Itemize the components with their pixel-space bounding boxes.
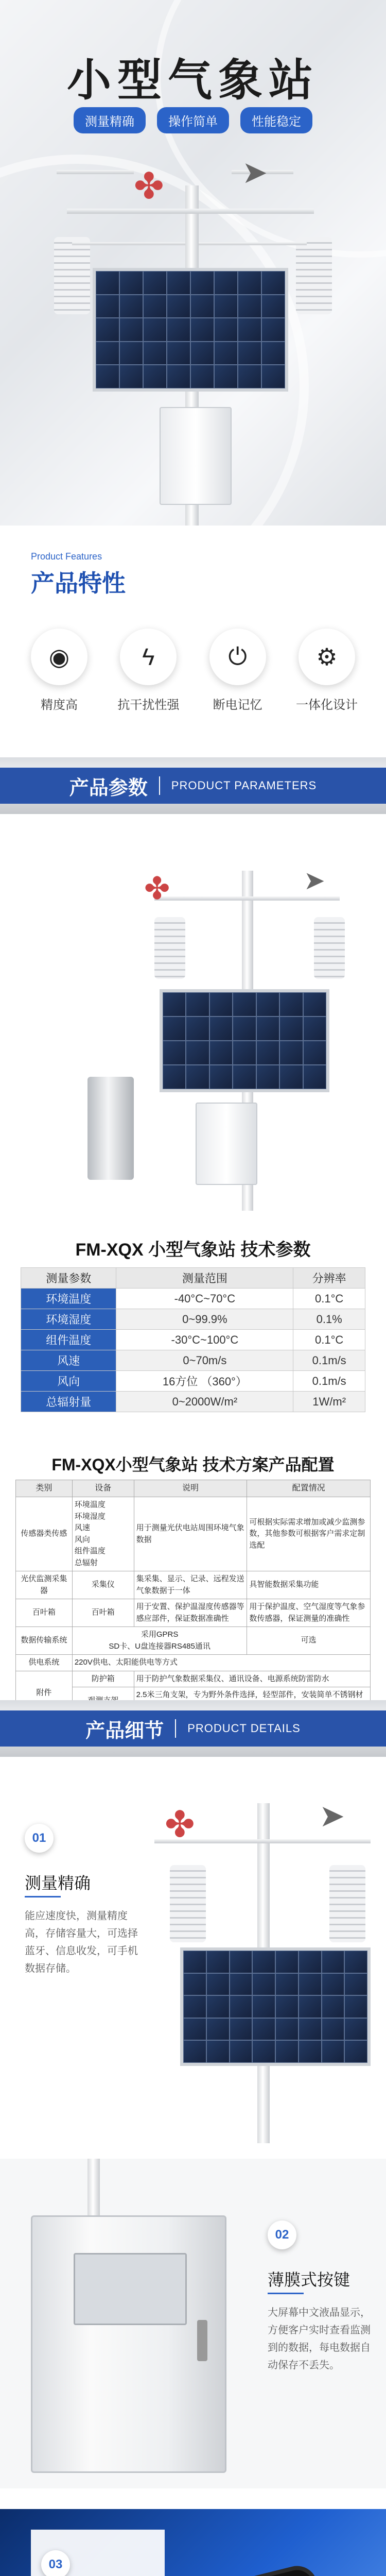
table-cell: 可根据实际需求增加或减少监测参数，其他参数可根据客户需求定制选配 <box>247 1497 371 1571</box>
table-cell: 总辐射量 <box>21 1392 116 1412</box>
spec-table <box>21 1267 365 1412</box>
detail-number: 01 <box>25 1824 54 1853</box>
hero-tag: 操作简单 <box>157 107 229 133</box>
table-cell: 2.5米三角支架，专为野外条件选择，轻型部件，安装简单不锈钢材 <box>134 1687 370 1715</box>
table-cell: 0.1°C <box>293 1330 365 1350</box>
features-section <box>0 536 386 732</box>
hero-tag: 测量精确 <box>74 107 146 133</box>
feature-item <box>199 629 276 713</box>
rain-gauge <box>87 1077 134 1180</box>
table-row <box>16 1571 371 1599</box>
feature-item <box>288 629 365 713</box>
table-cell: 用于测量光伏电站周围环境气象数据 <box>134 1497 247 1571</box>
control-cabinet <box>31 2215 226 2473</box>
table-cell: 百叶箱 <box>16 1599 73 1627</box>
integrated-icon: ⚙ <box>299 629 355 685</box>
hero-tags <box>0 107 386 133</box>
table-cell: 组件温度 <box>21 1330 116 1350</box>
table-cell: 采用GPRS SD卡、U盘连接器RS485通讯 <box>72 1627 247 1655</box>
table-cell: 0~2000W/m² <box>116 1392 293 1412</box>
table-cell: 环境温度 <box>21 1289 116 1309</box>
spec-table-title: FM-XQX 小型气象站 技术参数 <box>75 1240 311 1260</box>
wind-cups-icon: ✤ <box>134 166 164 206</box>
table-cell: 风速 <box>21 1350 116 1371</box>
wind-cups-icon: ✤ <box>144 871 170 906</box>
table-row <box>16 1655 371 1671</box>
table-cell: 防护箱 <box>72 1671 134 1687</box>
table-cell: -30°C~100°C <box>116 1330 293 1350</box>
table-row <box>21 1371 365 1392</box>
table-cell: 附件 <box>16 1671 73 1715</box>
table-cell: 用于保护温度、空气湿度等气象参数传感器，保证测量的准确性 <box>247 1599 371 1627</box>
features-subtitle: Product Features <box>31 551 102 562</box>
hero-tag: 性能稳定 <box>240 107 312 133</box>
table-row <box>21 1392 365 1412</box>
product-params-image <box>0 850 386 1231</box>
wind-cups-icon: ✤ <box>165 1804 195 1844</box>
solar-panel <box>180 1947 371 2066</box>
wind-vane-icon: ➤ <box>242 155 268 190</box>
table-cell: 集采集、显示、记录、远程发送气象数据于一体 <box>134 1571 247 1599</box>
feature-label: 抗干扰性强 <box>117 698 180 712</box>
phone-image <box>212 2562 364 2576</box>
details-section-header <box>0 1700 386 1757</box>
table-cell: 用于安置、保护温湿度传感器等感应部件，保证数据准确性 <box>134 1599 247 1627</box>
cabinet-lock <box>197 2320 207 2361</box>
detail-item-02 <box>0 2159 386 2488</box>
wind-vane-icon: ➤ <box>304 866 325 895</box>
config-table-title: FM-XQX小型气象站 技术方案产品配置 <box>51 1455 335 1474</box>
table-header: 配置情况 <box>247 1480 371 1497</box>
detail-title: 薄膜式按键 <box>268 2270 350 2289</box>
hero-title: 小型气象站 <box>67 55 319 106</box>
wind-vane-icon: ➤ <box>319 1799 345 1833</box>
data-logger-screen <box>74 2253 187 2325</box>
detail-item-01 <box>0 1772 386 2143</box>
table-cell: 0.1m/s <box>293 1350 365 1371</box>
table-cell: 可选 <box>247 1627 371 1655</box>
table-cell: 环境温度 环境湿度 风速 风向 组件温度 总辐射 <box>72 1497 134 1571</box>
solar-panel <box>93 268 288 392</box>
table-cell: 风向 <box>21 1371 116 1392</box>
table-row <box>21 1350 365 1371</box>
feature-item <box>110 629 187 713</box>
features-title: 产品特性 <box>31 570 126 597</box>
detail-number: 03 <box>41 2550 70 2576</box>
table-header: 说明 <box>134 1480 247 1497</box>
table-cell: 具智能数据采集功能 <box>247 1571 371 1599</box>
section-title: 产品细节 <box>85 1720 164 1742</box>
feature-label: 精度高 <box>41 698 78 712</box>
detail-item-03 <box>0 2509 386 2576</box>
table-cell: 0~99.9% <box>116 1309 293 1330</box>
divider <box>268 2293 304 2294</box>
detail-text: 能应速度快，测量精度高，存储容量大，可选择蓝牙、信息收发，可手机数据存储。 <box>25 1910 138 1974</box>
table-cell: 用于防护气象数据采集仪、通讯设备、电源系统防雷防水 <box>134 1671 370 1687</box>
table-header: 设备 <box>72 1480 134 1497</box>
table-cell: 1W/m² <box>293 1392 365 1412</box>
config-table <box>15 1480 371 1715</box>
table-cell: 供电系统 <box>16 1655 73 1671</box>
table-row <box>16 1599 371 1627</box>
features-list <box>21 629 365 713</box>
table-header: 分辨率 <box>293 1268 365 1289</box>
solar-panel <box>160 989 329 1092</box>
table-row <box>16 1627 371 1655</box>
table-row <box>21 1309 365 1330</box>
table-cell: 0~70m/s <box>116 1350 293 1371</box>
divider <box>25 1896 61 1897</box>
section-subtitle: PRODUCT DETAILS <box>187 1722 301 1735</box>
precision-icon: ◉ <box>31 629 87 685</box>
table-cell: 数据传输系统 <box>16 1627 73 1655</box>
params-section-header <box>0 757 386 814</box>
table-cell: 光伏监测采集器 <box>16 1571 73 1599</box>
table-row <box>21 1330 365 1350</box>
table-cell: 百叶箱 <box>72 1599 134 1627</box>
hero-banner <box>0 0 386 526</box>
control-box <box>160 407 232 505</box>
table-header: 测量范围 <box>116 1268 293 1289</box>
control-box <box>196 1103 257 1185</box>
section-subtitle: PRODUCT PARAMETERS <box>171 779 317 792</box>
detail-text: 大屏幕中文液晶显示，方便客户实时查看监测到的数据，每电数据自动保存不丢失。 <box>268 2307 371 2371</box>
feature-item <box>21 629 98 713</box>
table-header: 测量参数 <box>21 1268 116 1289</box>
table-cell: 0.1m/s <box>293 1371 365 1392</box>
power-memory-icon: ⏻ <box>209 629 266 685</box>
table-row <box>16 1671 371 1687</box>
detail-number: 02 <box>268 2221 296 2249</box>
table-cell: 0.1°C <box>293 1289 365 1309</box>
table-cell: 采集仪 <box>72 1571 134 1599</box>
table-cell: 220V供电、太阳能供电等方式 <box>72 1655 370 1671</box>
table-cell: 传感器类传感 <box>16 1497 73 1571</box>
table-row <box>21 1289 365 1309</box>
section-title: 产品参数 <box>69 777 148 799</box>
table-cell: 环境湿度 <box>21 1309 116 1330</box>
detail-title: 测量精确 <box>25 1874 91 1892</box>
feature-label: 断电记忆 <box>213 698 262 712</box>
lightning-icon: ϟ <box>120 629 177 685</box>
table-header: 类别 <box>16 1480 73 1497</box>
table-cell: -40°C~70°C <box>116 1289 293 1309</box>
table-cell: 0.1% <box>293 1309 365 1330</box>
table-cell: 16方位 （360°） <box>116 1371 293 1392</box>
feature-label: 一体化设计 <box>295 698 358 712</box>
table-row <box>16 1497 371 1571</box>
